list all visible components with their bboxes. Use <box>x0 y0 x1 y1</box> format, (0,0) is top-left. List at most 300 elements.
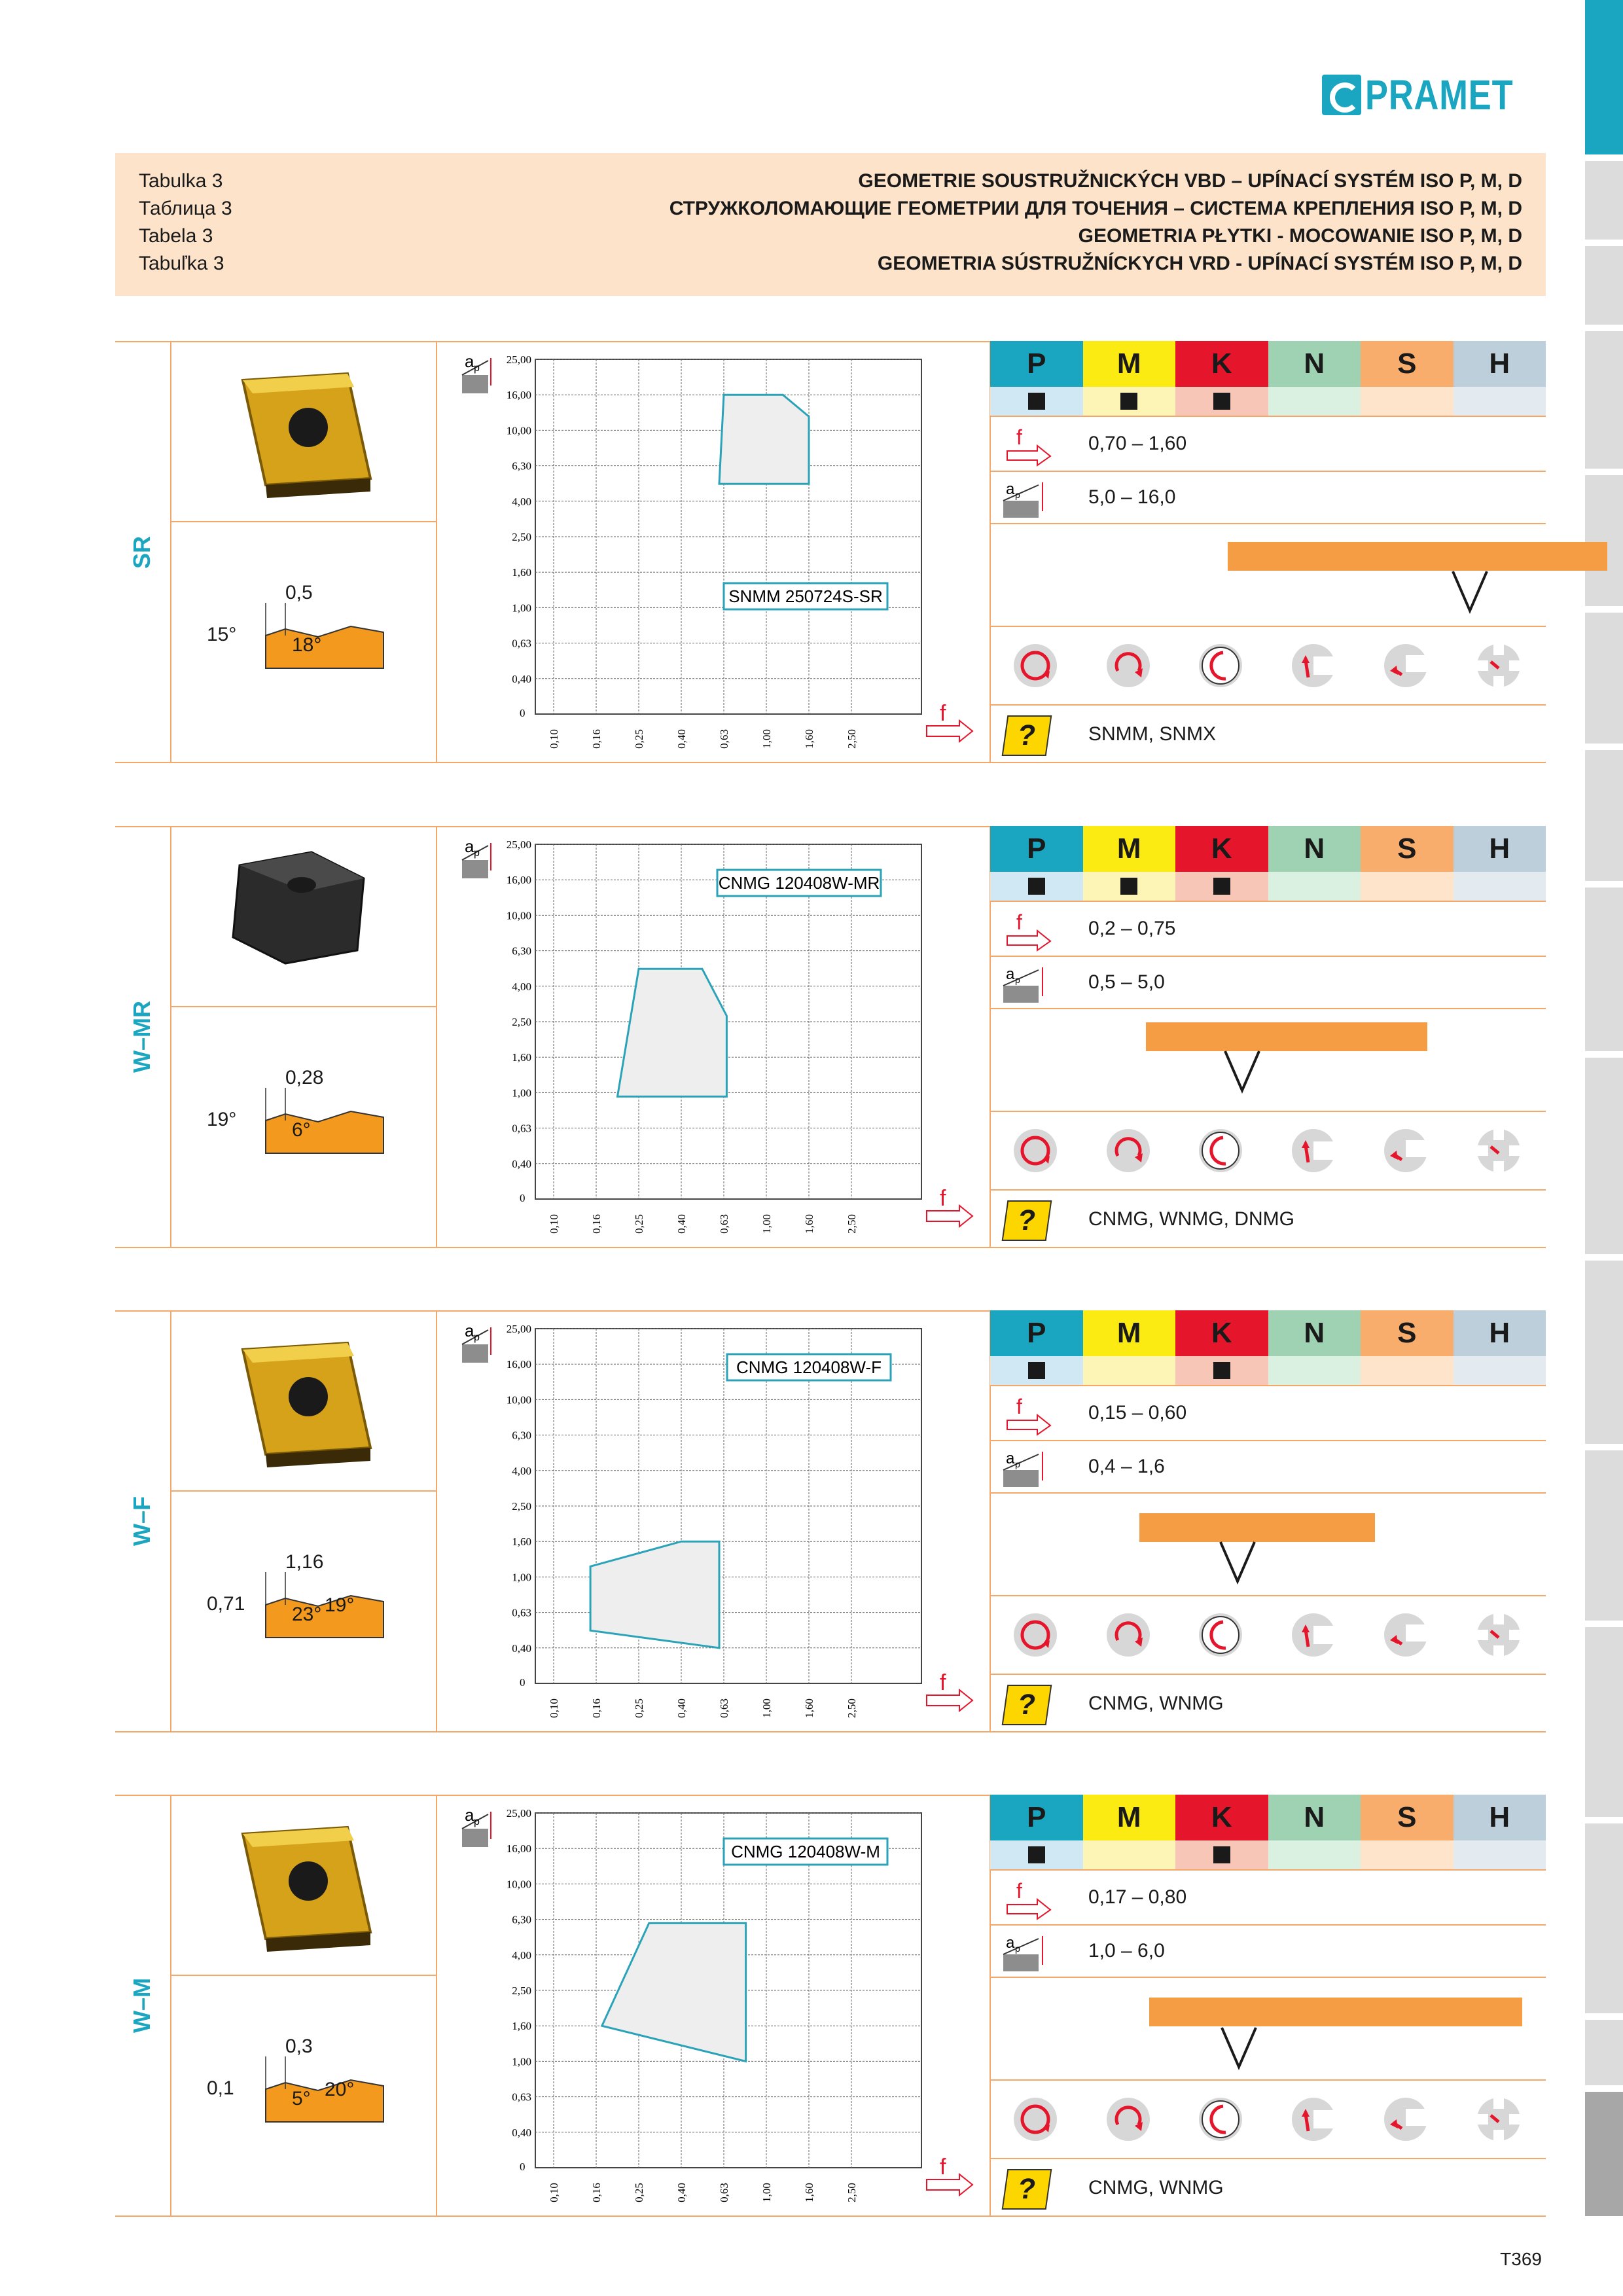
ap-range: 0,4 – 1,6 <box>1088 1456 1165 1477</box>
material-cell <box>1361 872 1454 901</box>
ap-label: a <box>1006 1450 1015 1467</box>
edge-profile-drawing <box>187 2017 423 2148</box>
f-label: f <box>940 1186 946 1211</box>
f-label: f <box>940 2155 946 2179</box>
ap-sub: p <box>474 363 480 374</box>
facing-icon <box>1382 1611 1429 1659</box>
material-header-N: N <box>1268 1795 1361 1840</box>
y-tick-label: 2,50 <box>512 1984 531 1997</box>
range-pointer-icon <box>1222 1049 1262 1094</box>
material-cell <box>1083 1356 1176 1385</box>
y-tick-label: 6,30 <box>512 944 531 958</box>
divider <box>990 901 1546 902</box>
material-header-K: K <box>1175 826 1268 872</box>
material-header-P: P <box>990 826 1083 872</box>
y-tick-label: 10,00 <box>506 1878 531 1891</box>
cutting-range-chart <box>436 341 1018 763</box>
profile-dimension: 6° <box>292 1119 311 1141</box>
side-tab-active[interactable] <box>1585 0 1623 154</box>
material-header-H: H <box>1454 826 1546 872</box>
feed-icon <box>1003 422 1056 468</box>
profile-dimension: 23° <box>292 1604 322 1625</box>
x-tick-label: 0,10 <box>548 1698 560 1718</box>
range-pointer-icon <box>1219 2025 1258 2071</box>
grooving-icon <box>1475 642 1522 689</box>
header-left <box>139 168 232 278</box>
y-tick-label: 0,40 <box>512 2126 531 2139</box>
profiling-icon <box>1290 642 1337 689</box>
material-cell <box>1361 1840 1454 1869</box>
y-tick-label: 1,00 <box>512 601 531 615</box>
material-cell <box>1083 1840 1176 1869</box>
y-tick-label: 25,00 <box>506 1807 531 1820</box>
chart-label: CNMG 120408W-F <box>736 1357 882 1377</box>
material-cell <box>990 387 1083 416</box>
side-tab-current[interactable] <box>1585 2092 1623 2216</box>
y-tick-label: 0,63 <box>512 1606 531 1619</box>
material-header-H: H <box>1454 341 1546 387</box>
header-right <box>669 168 1522 278</box>
y-tick-label: 1,00 <box>512 1571 531 1584</box>
x-tick-label: 0,25 <box>633 1698 645 1718</box>
ap-label: a <box>1006 1934 1015 1952</box>
insert-image <box>213 354 397 511</box>
x-tick-label: 0,63 <box>718 1214 730 1234</box>
material-cell <box>1175 872 1268 901</box>
ap-sub: p <box>474 1332 480 1343</box>
divider <box>990 2079 1546 2081</box>
material-header-K: K <box>1175 1795 1268 1840</box>
insert-image <box>213 1323 397 1480</box>
ap-label: a <box>1006 965 1015 983</box>
chart-grid <box>535 844 921 1199</box>
suitability-mark <box>1028 1846 1045 1863</box>
compatible-inserts: CNMG, WNMG, DNMG <box>1088 1208 1294 1230</box>
material-header-N: N <box>1268 341 1361 387</box>
side-tab[interactable] <box>1585 750 1623 881</box>
divider <box>170 521 436 522</box>
geometry-section <box>115 1310 1546 1732</box>
x-tick-label: 0,40 <box>675 2183 688 2202</box>
profile-dimension: 0,1 <box>207 2077 234 2099</box>
facing-icon <box>1382 2096 1429 2143</box>
y-tick-label: 0,63 <box>512 1122 531 1135</box>
profiling-icon <box>1290 1611 1337 1659</box>
ap-icon <box>999 1444 1052 1490</box>
edge-profile-drawing <box>187 1533 423 1664</box>
application-range-bar <box>1149 1998 1522 2026</box>
facing-icon <box>1382 642 1429 689</box>
f-arrow-icon <box>927 2155 972 2195</box>
f-label: f <box>1016 1879 1022 1903</box>
x-tick-label: 0,63 <box>718 2183 730 2202</box>
material-header-S: S <box>1361 1795 1454 1840</box>
cutting-range-chart <box>436 1310 1018 1732</box>
profile-dimension: 20° <box>325 2079 355 2100</box>
profile-dimension: 19° <box>207 1109 237 1130</box>
divider <box>170 1795 171 2217</box>
ap-icon <box>462 836 491 878</box>
ap-label: a <box>465 1321 474 1340</box>
y-tick-label: 0 <box>520 1676 526 1689</box>
side-tab[interactable] <box>1585 1823 1623 2013</box>
x-tick-label: 0,25 <box>633 729 645 749</box>
side-tab[interactable] <box>1585 161 1623 240</box>
cutting-range-chart <box>436 1795 1018 2217</box>
y-tick-label: 6,30 <box>512 1429 531 1442</box>
grooving-icon <box>1475 2096 1522 2143</box>
y-tick-label: 25,00 <box>506 353 531 366</box>
application-range-bar <box>1146 1022 1427 1051</box>
ap-label: a <box>465 351 474 371</box>
ap-sub: p <box>1015 1459 1020 1469</box>
side-tab[interactable] <box>1585 1450 1623 1621</box>
divider <box>990 2158 1546 2159</box>
longitudinal-turning-icon <box>1105 1127 1152 1174</box>
x-tick-label: 1,60 <box>803 729 815 749</box>
divider <box>170 1490 436 1492</box>
divider <box>990 1924 1546 1926</box>
boring-icon <box>1197 1611 1244 1659</box>
feed-icon <box>1003 907 1056 953</box>
application-range-bar <box>1228 542 1607 571</box>
material-cell <box>990 872 1083 901</box>
application-area <box>590 1541 719 1648</box>
side-tab[interactable] <box>1585 613 1623 744</box>
chart-svg <box>436 826 990 1248</box>
y-tick-label: 1,60 <box>512 1051 531 1064</box>
question-icon: ? <box>1002 1200 1052 1241</box>
x-tick-label: 1,60 <box>803 1698 815 1718</box>
feed-range: 0,15 – 0,60 <box>1088 1402 1187 1424</box>
edge-profile-drawing <box>187 1049 423 1179</box>
geometry-section <box>115 341 1546 763</box>
insert-image <box>213 1808 397 1965</box>
material-cell <box>1175 1840 1268 1869</box>
material-cell <box>1175 387 1268 416</box>
header-right-line: СТРУЖКОЛОМАЮЩИЕ ГЕОМЕТРИИ ДЛЯ ТОЧЕНИЯ – СИСТЕМА КРЕПЛЕНИЯ ISO P, M, D <box>669 198 1522 219</box>
x-tick-label: 0,25 <box>633 2183 645 2202</box>
divider <box>170 826 171 1248</box>
side-tab[interactable] <box>1585 246 1623 325</box>
x-tick-label: 0,16 <box>590 1214 603 1234</box>
pramet-logo <box>1322 72 1546 118</box>
ap-range: 0,5 – 5,0 <box>1088 971 1165 993</box>
header-left-line: Tabela 3 <box>139 225 213 247</box>
side-tab[interactable] <box>1585 888 1623 1051</box>
y-tick-label: 2,50 <box>512 531 531 543</box>
profile-dimension: 0,28 <box>285 1067 324 1088</box>
material-cell <box>1268 387 1361 416</box>
material-cell <box>1361 1356 1454 1385</box>
x-tick-label: 0,40 <box>675 1214 688 1234</box>
longitudinal-turning-icon <box>1105 642 1152 689</box>
y-tick-label: 0,40 <box>512 1157 531 1170</box>
f-arrow-icon <box>927 1186 972 1227</box>
divider <box>990 956 1546 957</box>
application-area <box>618 969 727 1096</box>
y-tick-label: 6,30 <box>512 1913 531 1926</box>
x-tick-label: 0,10 <box>548 2183 560 2202</box>
suitability-mark <box>1028 1362 1045 1379</box>
material-header-H: H <box>1454 1795 1546 1840</box>
y-tick-label: 1,60 <box>512 2020 531 2033</box>
x-tick-label: 1,00 <box>760 729 773 749</box>
material-header-M: M <box>1083 1795 1176 1840</box>
material-header-P: P <box>990 1795 1083 1840</box>
range-pointer-icon <box>1450 569 1489 615</box>
y-tick-label: 25,00 <box>506 1323 531 1335</box>
chart-label: CNMG 120408W-MR <box>718 873 880 893</box>
profile-dimension: 19° <box>325 1594 355 1616</box>
x-tick-label: 1,00 <box>760 1214 773 1234</box>
application-area <box>602 1923 746 2061</box>
face-turning-icon <box>1012 642 1059 689</box>
y-tick-label: 25,00 <box>506 838 531 851</box>
material-header-S: S <box>1361 826 1454 872</box>
x-tick-label: 0,40 <box>675 1698 688 1718</box>
x-tick-label: 0,10 <box>548 1214 560 1234</box>
x-tick-label: 0,63 <box>718 1698 730 1718</box>
material-header-K: K <box>1175 1310 1268 1356</box>
divider <box>990 471 1546 472</box>
f-label: f <box>1016 910 1022 934</box>
divider <box>990 1869 1546 1871</box>
header-right-line: GEOMETRIE SOUSTRUŽNICKÝCH VBD – UPÍNACÍ SYSTÉM ISO P, M, D <box>858 170 1522 192</box>
geometry-code: SR <box>128 535 155 569</box>
face-turning-icon <box>1012 1611 1059 1659</box>
divider <box>990 1977 1546 1978</box>
material-cell <box>1361 387 1454 416</box>
geometry-code: W–MR <box>128 1001 155 1073</box>
y-tick-label: 4,00 <box>512 495 531 508</box>
feed-range: 0,70 – 1,60 <box>1088 433 1187 454</box>
suitability-mark <box>1028 393 1045 410</box>
ap-label: a <box>465 1805 474 1825</box>
material-cell <box>1083 387 1176 416</box>
y-tick-label: 1,60 <box>512 1535 531 1549</box>
suitability-mark <box>1213 1846 1230 1863</box>
divider <box>990 1385 1546 1386</box>
side-tab[interactable] <box>1585 1058 1623 1254</box>
material-header-N: N <box>1268 1310 1361 1356</box>
material-header-N: N <box>1268 826 1361 872</box>
application-area <box>719 395 809 484</box>
y-tick-label: 4,00 <box>512 1948 531 1962</box>
header-left-line: Таблица 3 <box>139 198 232 219</box>
ap-icon <box>999 475 1052 520</box>
divider <box>990 1008 1546 1009</box>
chart-svg <box>436 1795 990 2217</box>
geometry-code: W–M <box>128 1978 155 2034</box>
profile-dimension: 15° <box>207 624 237 645</box>
y-tick-label: 2,50 <box>512 1016 531 1028</box>
y-tick-label: 16,00 <box>506 1842 531 1856</box>
insert-image <box>213 839 397 996</box>
material-header-S: S <box>1361 341 1454 387</box>
chart-svg <box>436 1310 990 1732</box>
brand-name: PRAMET <box>1365 71 1514 118</box>
divider <box>990 1674 1546 1675</box>
material-header-P: P <box>990 341 1083 387</box>
question-icon: ? <box>1002 2169 1052 2210</box>
ap-sub: p <box>474 848 480 859</box>
face-turning-icon <box>1012 1127 1059 1174</box>
ap-label: a <box>1006 480 1015 498</box>
compatible-inserts: CNMG, WNMG <box>1088 2177 1224 2198</box>
longitudinal-turning-icon <box>1105 1611 1152 1659</box>
profile-dimension: 0,5 <box>285 582 313 603</box>
y-tick-label: 0,40 <box>512 1641 531 1655</box>
material-cell <box>1454 387 1546 416</box>
y-tick-label: 16,00 <box>506 874 531 887</box>
material-cell <box>1454 1356 1546 1385</box>
side-tab[interactable] <box>1585 475 1623 606</box>
edge-profile-drawing <box>187 564 423 694</box>
material-cell <box>1454 1840 1546 1869</box>
x-tick-label: 1,60 <box>803 1214 815 1234</box>
grooving-icon <box>1475 1611 1522 1659</box>
x-tick-label: 1,00 <box>760 2183 773 2202</box>
divider <box>170 341 171 763</box>
divider <box>990 1595 1546 1596</box>
suitability-mark <box>1213 1362 1230 1379</box>
y-tick-label: 0 <box>520 2161 526 2173</box>
ap-icon <box>462 1321 491 1363</box>
divider <box>170 1310 171 1732</box>
material-cell <box>990 1356 1083 1385</box>
ap-range: 1,0 – 6,0 <box>1088 1940 1165 1962</box>
x-tick-label: 0,10 <box>548 729 560 749</box>
suitability-mark <box>1213 878 1230 895</box>
material-header-M: M <box>1083 341 1176 387</box>
ap-sub: p <box>1015 490 1020 500</box>
x-tick-label: 0,25 <box>633 1214 645 1234</box>
header-left-line: Tabuľka 3 <box>139 253 224 274</box>
x-tick-label: 1,00 <box>760 1698 773 1718</box>
divider <box>990 523 1546 524</box>
boring-icon <box>1197 642 1244 689</box>
compatible-inserts: CNMG, WNMG <box>1088 1693 1224 1714</box>
divider <box>990 1189 1546 1191</box>
material-header-M: M <box>1083 826 1176 872</box>
f-label: f <box>1016 425 1022 449</box>
side-tab[interactable] <box>1585 331 1623 469</box>
header-right-line: GEOMETRIA SÚSTRUŽNÍCKYCH VRD - UPÍNACÍ SYSTÉM ISO P, M, D <box>877 253 1522 274</box>
compatible-inserts: SNMM, SNMX <box>1088 723 1216 745</box>
material-header-M: M <box>1083 1310 1176 1356</box>
divider <box>990 1111 1546 1112</box>
side-tab[interactable] <box>1585 2020 1623 2085</box>
material-cell <box>990 1840 1083 1869</box>
side-tab[interactable] <box>1585 1261 1623 1444</box>
y-tick-label: 1,60 <box>512 566 531 579</box>
y-tick-label: 0,40 <box>512 672 531 685</box>
geometry-code: W–F <box>128 1496 155 1547</box>
boring-icon <box>1197 1127 1244 1174</box>
material-header-K: K <box>1175 341 1268 387</box>
y-tick-label: 10,00 <box>506 909 531 922</box>
question-icon: ? <box>1002 715 1052 756</box>
x-tick-label: 0,16 <box>590 2183 603 2202</box>
y-tick-label: 6,30 <box>512 459 531 473</box>
header-right-line: GEOMETRIA PŁYTKI - MOCOWANIE ISO P, M, D <box>1078 225 1522 247</box>
side-tab[interactable] <box>1585 1627 1623 1817</box>
profile-dimension: 5° <box>292 2088 311 2109</box>
ap-sub: p <box>474 1816 480 1827</box>
f-label: f <box>940 701 946 726</box>
header-left-line: Tabulka 3 <box>139 170 223 192</box>
feed-icon <box>1003 1876 1056 1922</box>
material-header-H: H <box>1454 1310 1546 1356</box>
material-cell <box>1175 1356 1268 1385</box>
y-tick-label: 4,00 <box>512 980 531 993</box>
y-tick-label: 2,50 <box>512 1500 531 1513</box>
f-arrow-icon <box>927 701 972 742</box>
x-tick-label: 2,50 <box>846 1214 858 1234</box>
profile-dimension: 1,16 <box>285 1551 324 1573</box>
profile-dimension: 0,71 <box>207 1593 245 1615</box>
divider <box>990 626 1546 627</box>
chart-label: SNMM 250724S-SR <box>728 586 883 606</box>
divider <box>990 416 1546 417</box>
cutting-range-chart <box>436 826 1018 1248</box>
divider <box>990 1492 1546 1494</box>
page-number: T369 <box>1500 2249 1542 2269</box>
suitability-mark <box>1120 878 1137 895</box>
f-label: f <box>1016 1395 1022 1418</box>
divider <box>990 1440 1546 1441</box>
feed-range: 0,2 – 0,75 <box>1088 918 1176 939</box>
geometry-section <box>115 1795 1546 2217</box>
y-tick-label: 0,63 <box>512 637 531 650</box>
material-cell <box>1268 1840 1361 1869</box>
f-label: f <box>940 1670 946 1695</box>
ap-range: 5,0 – 16,0 <box>1088 486 1176 508</box>
profile-dimension: 0,3 <box>285 2036 313 2057</box>
profiling-icon <box>1290 1127 1337 1174</box>
suitability-mark <box>1028 878 1045 895</box>
divider <box>170 1975 436 1976</box>
ap-label: a <box>465 836 474 856</box>
ap-icon <box>462 351 491 393</box>
x-tick-label: 2,50 <box>846 2183 858 2202</box>
ap-icon <box>999 1928 1052 1974</box>
y-tick-label: 0 <box>520 707 526 719</box>
feed-icon <box>1003 1391 1056 1437</box>
table-header <box>115 153 1546 296</box>
material-cell <box>1083 872 1176 901</box>
geometry-section <box>115 826 1546 1248</box>
ap-sub: p <box>1015 1943 1020 1954</box>
ap-sub: p <box>1015 975 1020 985</box>
longitudinal-turning-icon <box>1105 2096 1152 2143</box>
y-tick-label: 4,00 <box>512 1464 531 1477</box>
y-tick-label: 0,63 <box>512 2090 531 2104</box>
ap-icon <box>999 960 1052 1005</box>
x-tick-label: 1,60 <box>803 2183 815 2202</box>
material-cell <box>1454 872 1546 901</box>
application-range-bar <box>1139 1513 1375 1542</box>
f-arrow-icon <box>927 1670 972 1711</box>
suitability-mark <box>1120 393 1137 410</box>
y-tick-label: 1,00 <box>512 1086 531 1100</box>
material-cell <box>1268 872 1361 901</box>
material-header-S: S <box>1361 1310 1454 1356</box>
profile-dimension: 18° <box>292 634 322 656</box>
question-icon: ? <box>1002 1685 1052 1725</box>
x-tick-label: 0,16 <box>590 729 603 749</box>
